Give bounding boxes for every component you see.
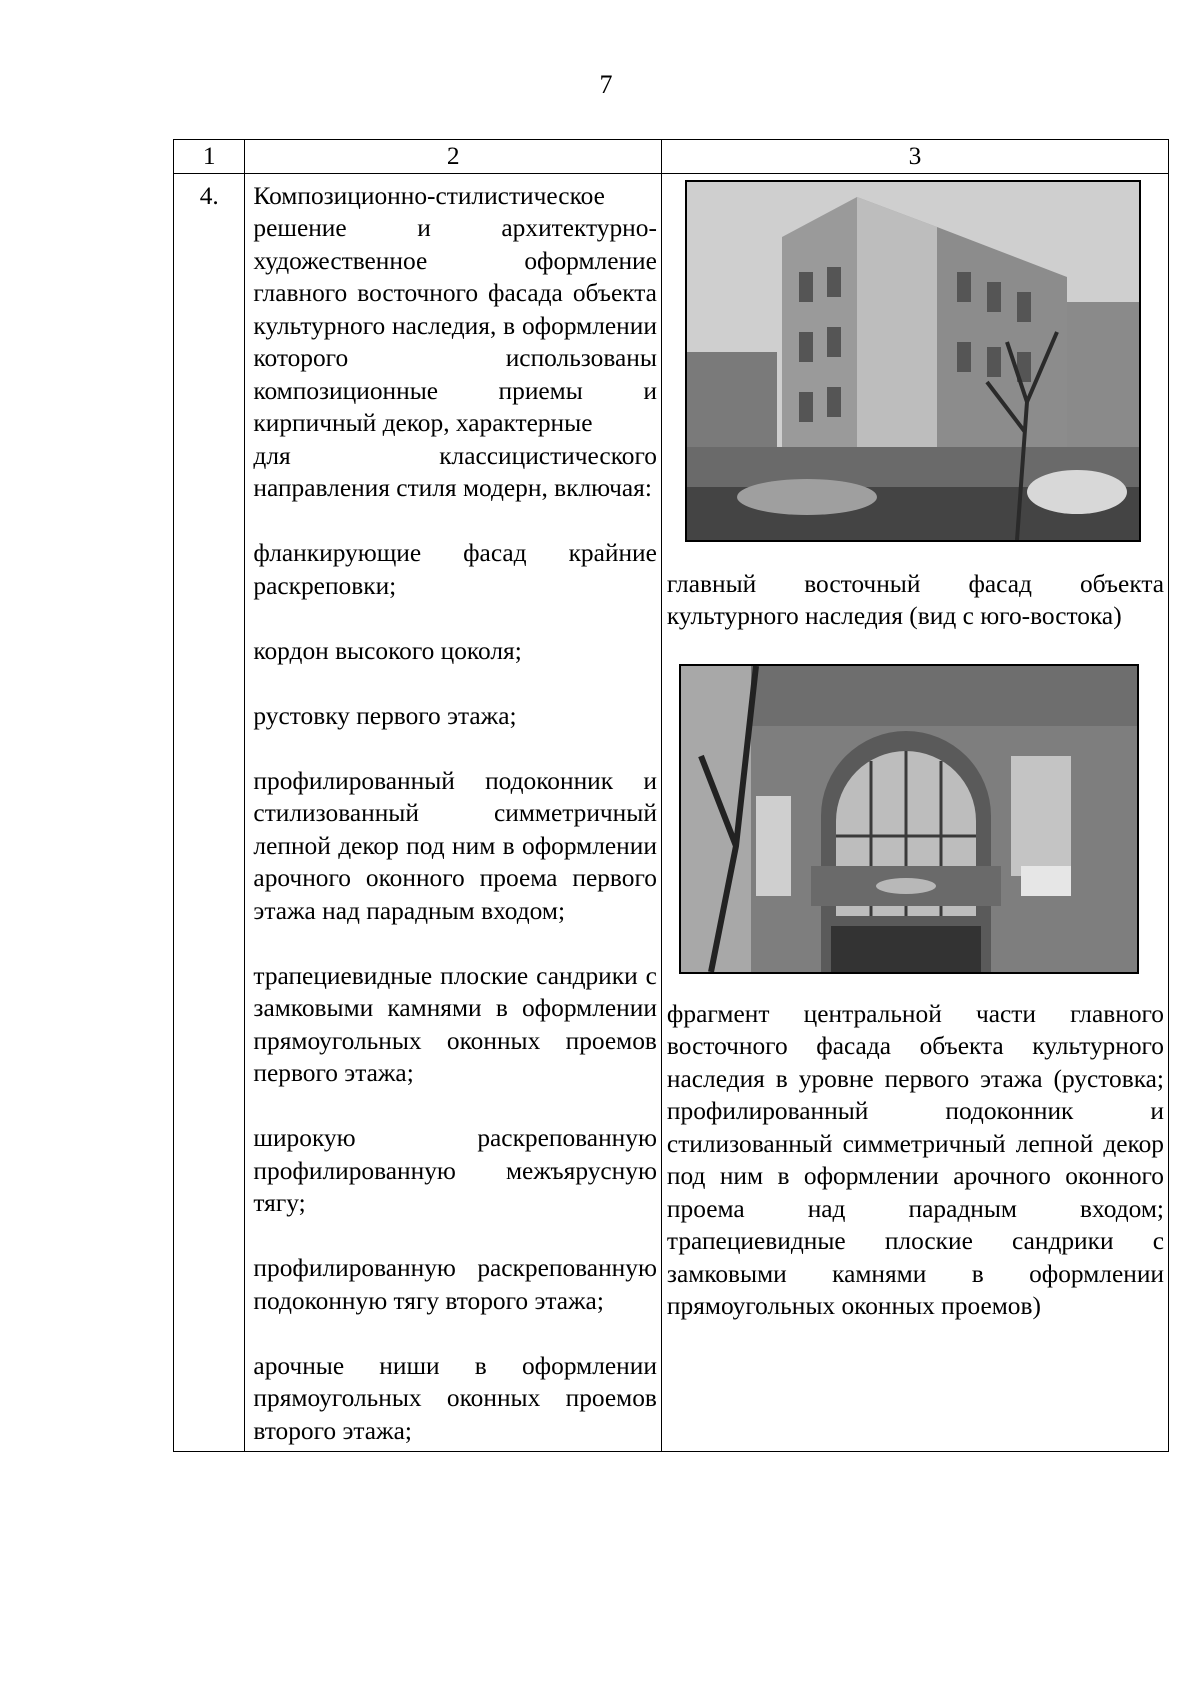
feature-item: широкую раскрепованную профилированную межъярусную тягу; bbox=[253, 1124, 657, 1217]
table-header-row bbox=[174, 140, 1169, 174]
table-row bbox=[174, 173, 1169, 1452]
intro-block bbox=[253, 180, 657, 505]
header-cell-2: 2 bbox=[245, 140, 662, 174]
intro-text-2: для классицистического направления стиля модерн, включая: bbox=[253, 441, 657, 502]
feature-item: трапециевидные плоские сандрики с замковыми камнями в оформлении прямоугольных оконных проемов первого этажа; bbox=[253, 961, 657, 1087]
page-number: 7 bbox=[599, 70, 613, 99]
objects-table bbox=[173, 139, 1169, 1452]
arched-window-photo bbox=[679, 664, 1139, 974]
row-number: 4. bbox=[174, 173, 245, 1452]
intro-text-1: Композиционно-стилистическое решение и архитектурно-художественное оформление главного восточного фасада объекта культурного наследия, в оформлении которого использованы композиционные приемы и кирпичный декор, характерные bbox=[253, 181, 657, 437]
header-cell-1: 1 bbox=[174, 140, 245, 174]
photo-caption: фрагмент центральной части главного восточного фасада объекта культурного наследия в уровне первого этажа (рустовка; профилированный подоконник и стилизованный симметричный лепной декор под ним в оформлении арочного оконного проема над парадным входом; трапециевидные плоские сандрики с замковыми камнями в оформлении прямоугольных оконных проемов) bbox=[666, 999, 1164, 1320]
description-cell bbox=[245, 173, 662, 1452]
photo-caption: главный восточный фасад объекта культурного наследия (вид с юго-востока) bbox=[666, 569, 1164, 630]
feature-item: профилированную раскрепованную подоконную тягу второго этажа; bbox=[253, 1254, 657, 1315]
feature-item: кордон высокого цоколя; bbox=[253, 636, 522, 665]
feature-item: рустовку первого этажа; bbox=[253, 701, 517, 730]
header-cell-3: 3 bbox=[661, 140, 1168, 174]
building-facade-photo bbox=[685, 180, 1141, 542]
photos-cell bbox=[661, 173, 1168, 1452]
feature-item: арочные ниши в оформлении прямоугольных оконных проемов второго этажа; bbox=[253, 1351, 657, 1445]
feature-item: профилированный подоконник и стилизованный симметричный лепной декор под ним в оформлении арочного оконного проема первого этажа над парадным входом; bbox=[253, 766, 657, 925]
feature-item: фланкирующие фасад крайние раскреповки; bbox=[253, 539, 657, 600]
